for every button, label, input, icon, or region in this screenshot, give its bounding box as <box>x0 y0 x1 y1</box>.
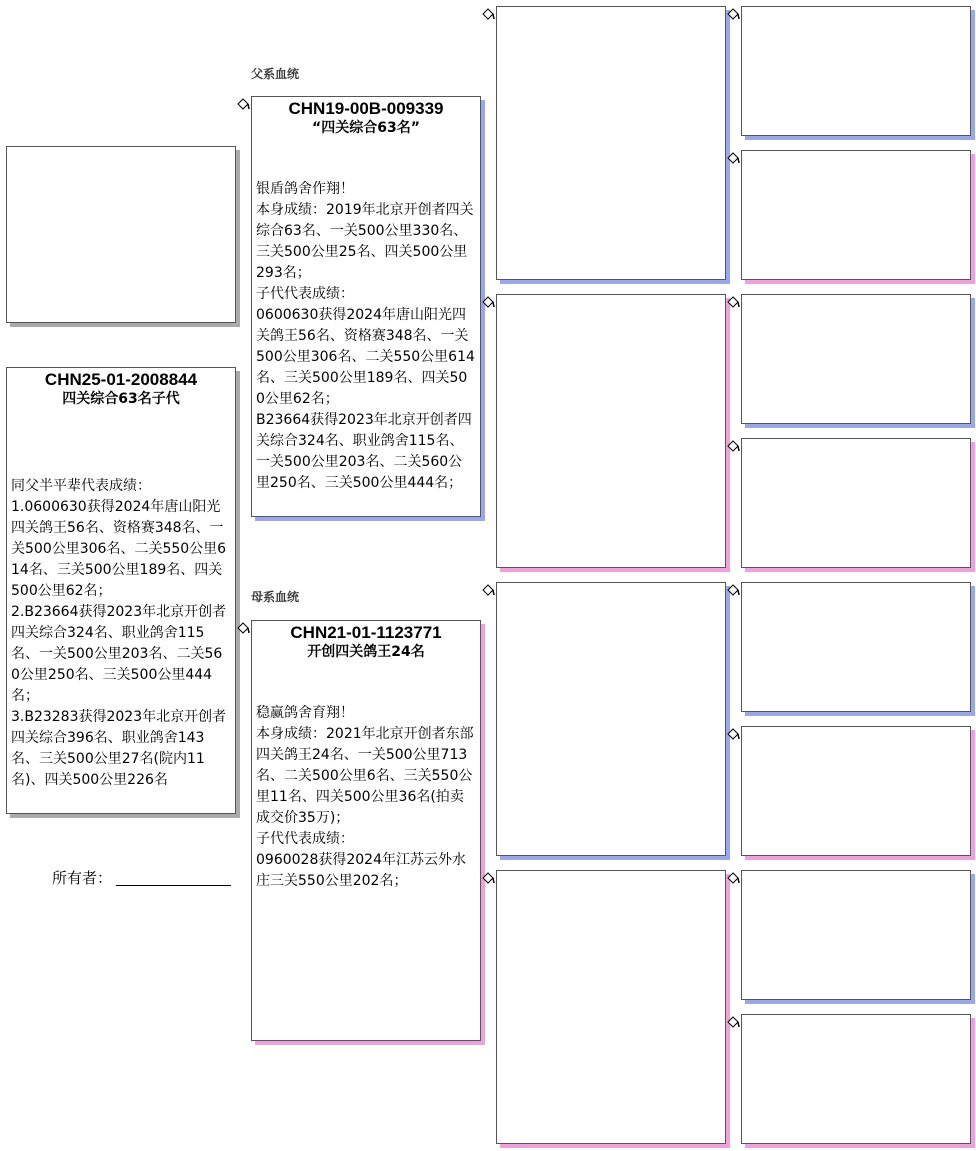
paint-bucket-icon[interactable] <box>481 584 495 598</box>
great-grandparent-box-3[interactable] <box>741 294 971 424</box>
paint-bucket-icon[interactable] <box>236 98 250 112</box>
dam-id: CHN21-01-1123771 <box>290 623 442 642</box>
granddam-maternal-box[interactable] <box>496 870 726 1144</box>
grandsire-paternal-box[interactable] <box>496 6 726 280</box>
owner-label: 所有者： <box>52 869 113 887</box>
great-grandparent-box-1[interactable] <box>741 6 971 136</box>
paint-bucket-icon[interactable] <box>236 622 250 636</box>
great-grandparent-box-4[interactable] <box>741 438 971 568</box>
granddam-paternal-box[interactable] <box>496 294 726 568</box>
paint-bucket-icon[interactable] <box>726 728 740 742</box>
great-grandparent-box-6[interactable] <box>741 726 971 856</box>
offspring-id: CHN25-01-2008844 <box>44 370 198 389</box>
dam-description: 稳赢鸽舍育翔！ 本身成绩：2021年北京开创者东部四关鸽王24名、一关500公里713名、二关500公里6名、三关550公里11名、四关500公里36名(拍卖成交价35万)； 子代代表成绩： 0960028获得2024年江苏云外水庄三关550公里202名； <box>256 705 474 889</box>
dam-card[interactable] <box>251 620 481 1041</box>
paint-bucket-icon[interactable] <box>726 584 740 598</box>
paint-bucket-icon[interactable] <box>726 296 740 310</box>
grandsire-maternal-box[interactable] <box>496 582 726 856</box>
offspring-card[interactable] <box>6 367 236 814</box>
paint-bucket-icon[interactable] <box>481 8 495 22</box>
paint-bucket-icon[interactable] <box>726 8 740 22</box>
sire-id: CHN19-00B-009339 <box>288 99 444 118</box>
great-grandparent-box-5[interactable] <box>741 582 971 712</box>
great-grandparent-box-8[interactable] <box>741 1014 971 1144</box>
great-grandparent-box-2[interactable] <box>741 150 971 280</box>
paint-bucket-icon[interactable] <box>726 1016 740 1030</box>
paint-bucket-icon[interactable] <box>726 872 740 886</box>
dam-title: 开创四关鸽王24名 <box>307 644 425 660</box>
dam-section-label: 母系血统 <box>251 590 300 604</box>
photo-box <box>6 146 236 323</box>
sire-title: “四关综合63名” <box>312 120 420 136</box>
sire-description: 银盾鸽舍作翔！ 本身成绩：2019年北京开创者四关综合63名、一关500公里330名、三关500公里25名、四关500公里293名； 子代代表成绩： 0600630获得2024年唐山阳光四关鸽王56名、资格赛348名、一关500公里306名、二关550公里614名、三关500公里189名、四关500公里62名； B23664获得2023年北京开创者四关综合324名、职业鸽舍115名、一关500公里203名、二关560公里250名、三关500公里444名； <box>256 181 475 491</box>
sire-section-label: 父系血统 <box>251 67 300 81</box>
paint-bucket-icon[interactable] <box>481 296 495 310</box>
great-grandparent-box-7[interactable] <box>741 870 971 1000</box>
sire-card[interactable] <box>251 96 481 517</box>
paint-bucket-icon[interactable] <box>481 872 495 886</box>
offspring-title: 四关综合63名子代 <box>62 391 180 407</box>
owner-field[interactable] <box>116 885 231 886</box>
offspring-description: 同父半平辈代表成绩： 1.0600630获得2024年唐山阳光四关鸽王56名、资格赛348名、一关500公里306名、二关550公里614名、三关500公里189名、四关500公里62名； 2.B23664获得2023年北京开创者四关综合324名、职业鸽舍115名、一关500公里203名、二关560公里250名、三关500公里444名； 3.B23283获得2023年北京开创者四关综合396名、职业鸽舍143名、三关500公里27名(院内11名)、四关500公里226名 <box>11 478 227 788</box>
paint-bucket-icon[interactable] <box>726 152 740 166</box>
paint-bucket-icon[interactable] <box>726 440 740 454</box>
